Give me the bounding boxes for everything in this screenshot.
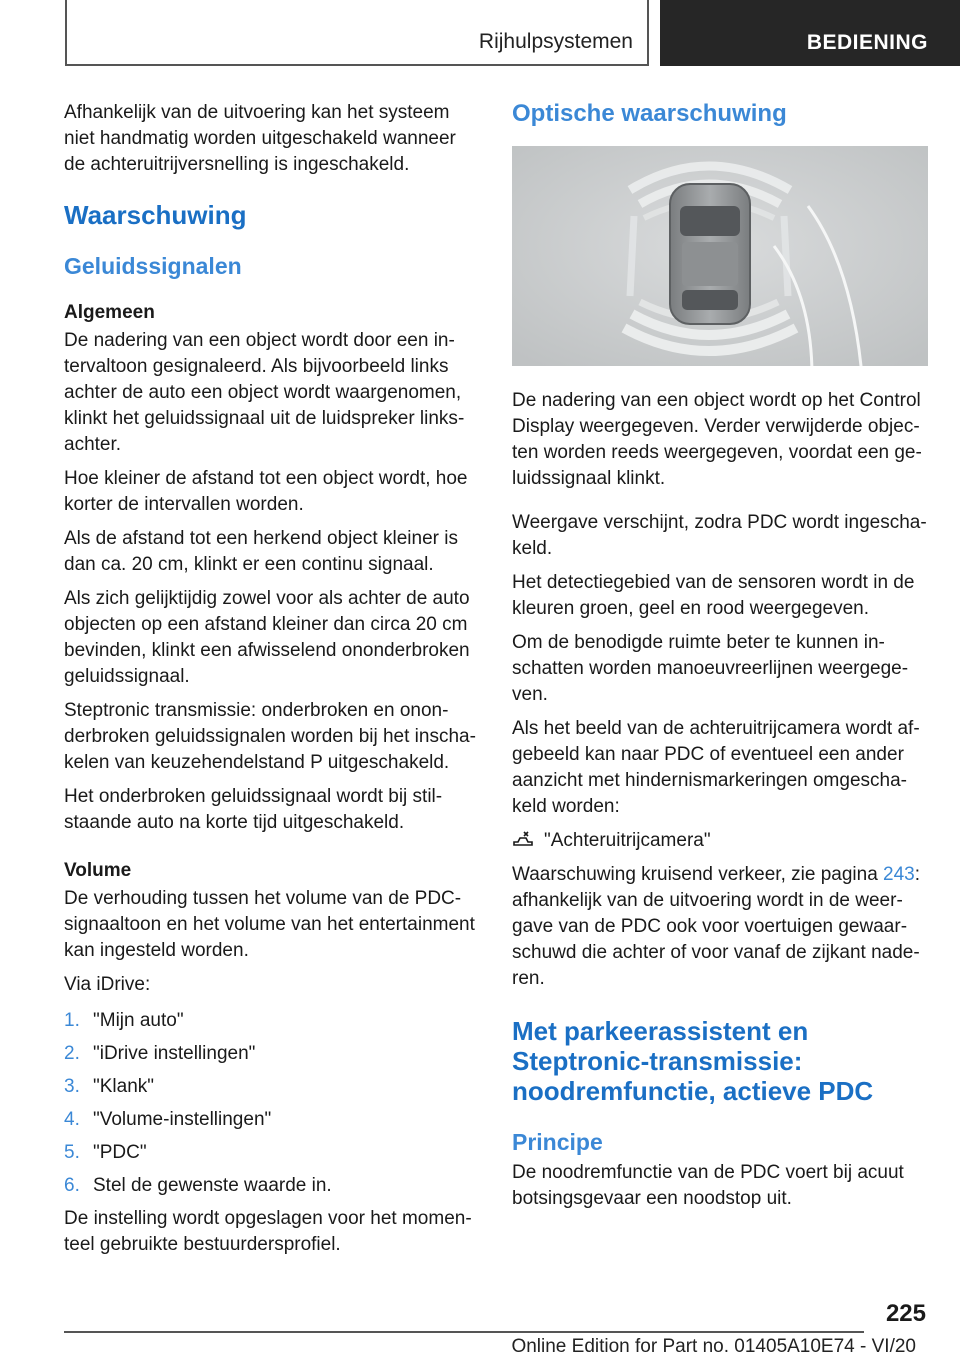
paragraph: Hoe kleiner de afstand tot een object wordt, hoe korter de intervallen worden.	[64, 468, 468, 515]
paragraph: Weergave verschijnt, zodra PDC wordt ingeschakeld.	[512, 512, 927, 559]
list-item	[64, 1140, 478, 1166]
step-number: 6.	[64, 1175, 80, 1196]
list-item	[64, 1041, 478, 1067]
paragraph: Via iDrive:	[64, 974, 151, 995]
list-item	[64, 1074, 478, 1100]
paragraph: Om de benodigde ruimte beter te kunnen inschatten worden manoeuvreerlijnen weergegeven.	[512, 632, 909, 705]
paragraph: Steptronic transmissie: onderbroken en ononderbroken geluidssignalen worden bij het inschakelen van keuzehendelstand P uitgeschakeld.	[64, 700, 476, 773]
step-text: Stel de gewenste waarde in.	[93, 1175, 332, 1196]
pdc-display-illustration	[512, 146, 928, 366]
step-text: "iDrive instellingen"	[93, 1043, 256, 1064]
list-item	[64, 1173, 478, 1199]
paragraph: Het onderbroken geluidssignaal wordt bij stilstaande auto na korte tijd uitgeschakeld.	[64, 786, 443, 833]
list-item	[64, 1008, 478, 1034]
page-reference-link[interactable]: 243	[883, 864, 915, 885]
heading-optical-warning: Optische waarschuwing	[512, 100, 787, 127]
paragraph: Het detectiegebied van de sensoren wordt in de kleuren groen, geel en rood weergegeven.	[512, 572, 915, 619]
heading-sound-signals: Geluidssignalen	[64, 253, 242, 279]
camera-menu-item	[512, 828, 928, 854]
step-text: "PDC"	[93, 1142, 147, 1163]
paragraph: Als zich gelijktijdig zowel voor als achter de auto objecten op een afstand kleiner dan circa 20 cm bevinden, klinkt een afwisselend ononderbroken geluidssignaal.	[64, 588, 470, 687]
step-number: 4.	[64, 1109, 80, 1130]
cross-traffic-text: Waarschuwing kruisend verkeer, zie pagina	[512, 864, 884, 885]
right-column	[512, 100, 928, 1220]
paragraph: De nadering van een object wordt door een intervaltoon gesignaleerd. Als bijvoorbeeld links achter de auto een object wordt waargenomen, klinkt het geluidssignaal uit de luidspreker linksachter.	[64, 330, 465, 455]
left-column	[64, 100, 478, 1266]
step-number: 1.	[64, 1010, 80, 1031]
list-item	[64, 1107, 478, 1133]
step-text: "Mijn auto"	[93, 1010, 184, 1031]
edition-note: Online Edition for Part no. 01405A10E74 - VI/20	[511, 1336, 916, 1357]
header-section-title: Rijhulpsystemen	[478, 30, 633, 53]
paragraph: Als het beeld van de achteruitrijcamera wordt afgebeeld kan naar PDC of eventueel een ander aanzicht met hindernismarkeringen omgeschakeld worden:	[512, 718, 920, 817]
heading-parking-assistant: Met parkeerassistent en Steptronic-transmissie: noodremfunctie, actieve PDC	[512, 1016, 874, 1106]
paragraph-cross-traffic	[512, 862, 928, 992]
step-number: 2.	[64, 1043, 80, 1064]
heading-warning: Waarschuwing	[64, 200, 247, 230]
step-text: "Klank"	[93, 1076, 155, 1097]
page-number: 225	[885, 1300, 926, 1327]
heading-general: Algemeen	[64, 302, 155, 323]
heading-volume: Volume	[64, 860, 132, 881]
paragraph: Als de afstand tot een herkend object kleiner is dan ca. 20 cm, klinkt er een continu signaal.	[64, 528, 458, 575]
header-chapter-title: BEDIENING	[806, 31, 928, 54]
paragraph: De verhouding tussen het volume van de PDC-signaaltoon en het volume van het entertainment kan ingesteld worden.	[64, 888, 475, 961]
rear-camera-icon	[512, 830, 534, 848]
header-chapter-tab	[660, 0, 960, 66]
intro-paragraph: Afhankelijk van de uitvoering kan het systeem niet handmatig worden uitgeschakeld wanneer de achteruitrijversnelling is ingeschakeld.	[64, 102, 456, 175]
paragraph: De nadering van een object wordt op het Control Display weergegeven. Verder verwijderde objecten worden reeds weergegeven, voordat een geluidssignaal klinkt.	[512, 390, 922, 489]
step-text: "Volume-instellingen"	[93, 1109, 272, 1130]
step-number: 3.	[64, 1076, 80, 1097]
car-top-view-image	[512, 146, 928, 366]
header-section-tab	[65, 0, 649, 66]
idrive-steps-list	[64, 1008, 478, 1199]
step-number: 5.	[64, 1142, 80, 1163]
paragraph: De instelling wordt opgeslagen voor het momenteel gebruikte bestuurdersprofiel.	[64, 1208, 472, 1255]
cross-traffic-text-continued: : afhankelijk van de uitvoering wordt in de weergave van de PDC ook voor voertuigen gewaarschuwd die achter of voor vanaf de zijkant naderen.	[512, 864, 921, 989]
footer-divider	[64, 1331, 864, 1333]
heading-principle: Principe	[512, 1129, 603, 1155]
paragraph: De noodremfunctie van de PDC voert bij acuut botsingsgevaar een noodstop uit.	[512, 1162, 904, 1209]
camera-menu-label: "Achteruitrijcamera"	[544, 830, 711, 851]
